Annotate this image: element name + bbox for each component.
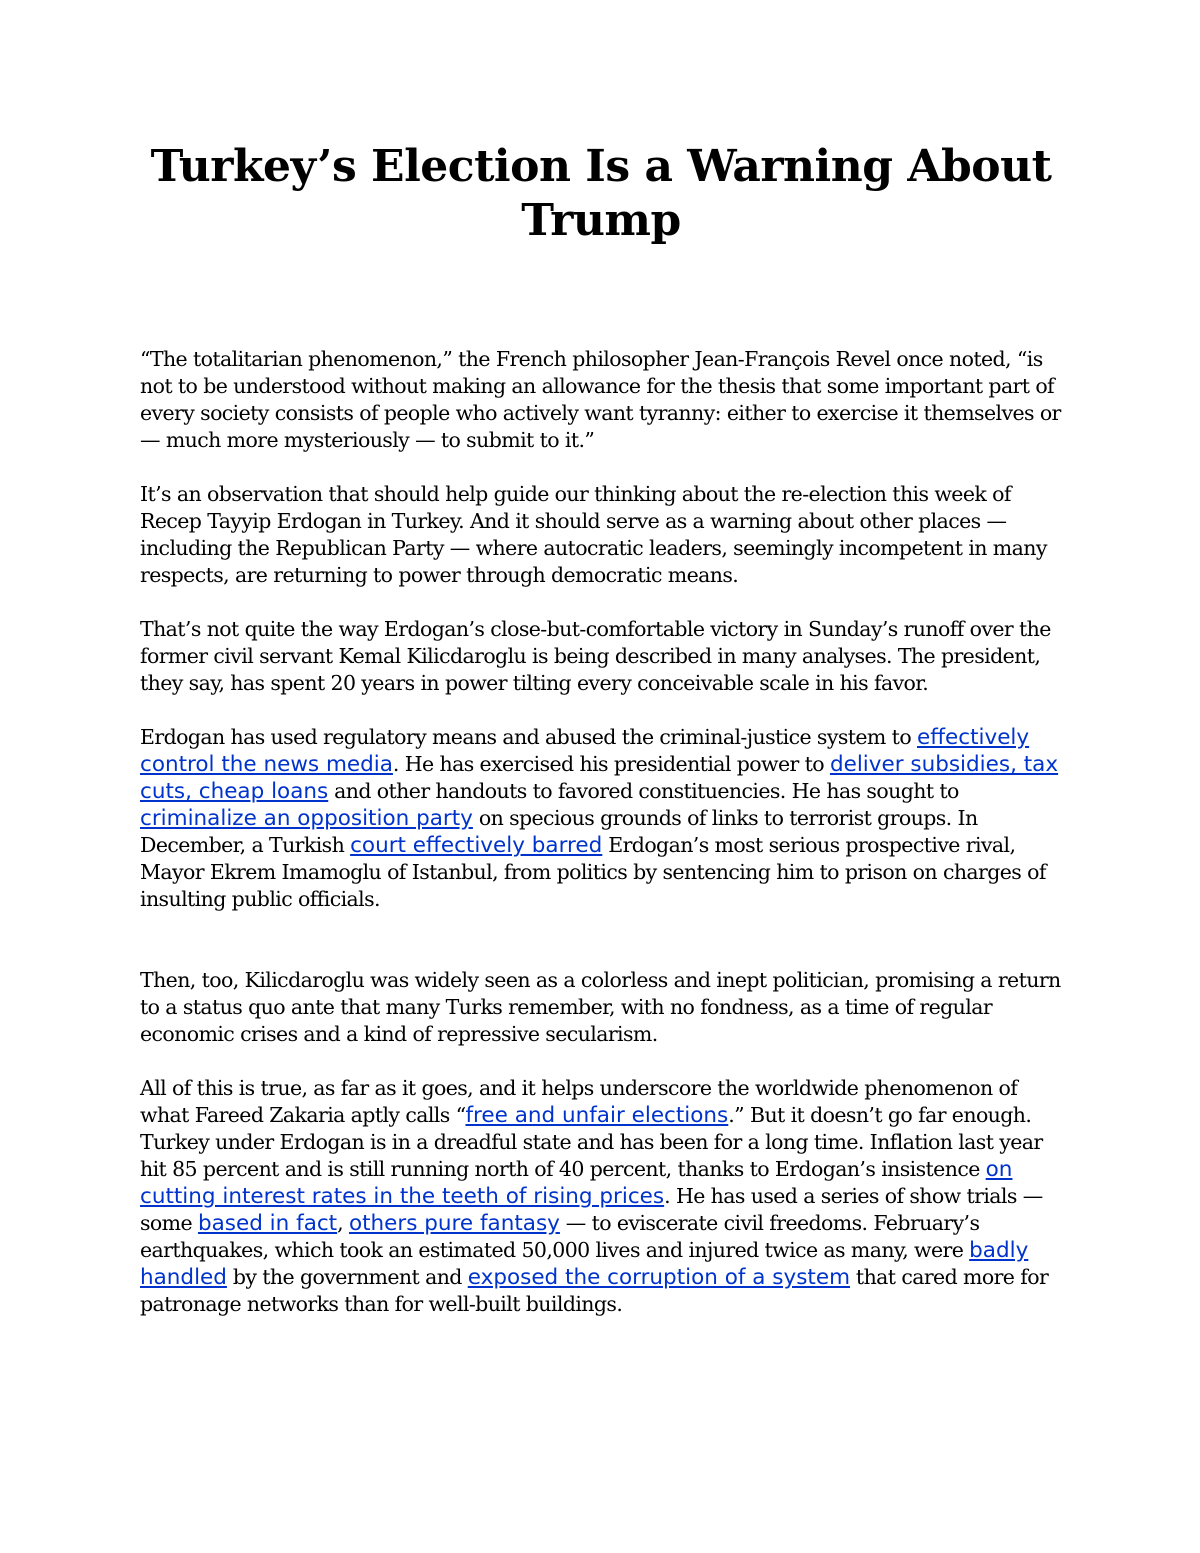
text-segment: , bbox=[337, 1211, 349, 1235]
text-segment: Turkey under Erdogan is in a dreadful state and has been for a long time. Inflation last year hit 85 percent and is still running north of 40 percent, thanks to Erdogan’s insistence bbox=[140, 1130, 1043, 1181]
text-segment: by the government and bbox=[226, 1265, 468, 1289]
text-segment: that cared more for patronage networks than for well-built buildings. bbox=[140, 1265, 1049, 1316]
paragraph-revel-quote: “The totalitarian phenomenon,” the French philosopher Jean-François Revel once noted, “is not to be understood without making an allowance for the thesis that some important part of every society consists of people who actively want tyranny: either to exercise it themselves or — much more mysteriously — to submit to it.” bbox=[140, 347, 1061, 452]
paragraph-runoff-analysis: That’s not quite the way Erdogan’s close-but-comfortable victory in Sunday’s runoff over the former civil servant Kemal Kilicdaroglu is being described in many analyses. The president, they say, has spent 20 years in power tilting every conceivable scale in his favor. bbox=[140, 617, 1051, 695]
paragraph-zakaria bbox=[140, 1075, 1062, 1129]
link-exposed-corruption[interactable]: exposed the corruption of a system bbox=[467, 1265, 851, 1290]
text-segment: . He has exercised his presidential power to bbox=[392, 752, 830, 776]
link-control-news-media[interactable]: effectively control the news media bbox=[140, 725, 1030, 777]
text-segment: . He has used a series of show trials — some bbox=[140, 1184, 1043, 1235]
link-criminalize-opposition[interactable]: criminalize an opposition party bbox=[140, 806, 473, 831]
link-based-in-fact[interactable]: based in fact bbox=[197, 1211, 338, 1236]
text-segment: Erdogan’s most serious prospective rival, Mayor Ekrem Imamoglu of Istanbul, from politics by sentencing him to prison on charges of insulting public officials. bbox=[140, 833, 1046, 911]
document-page bbox=[140, 140, 1062, 1318]
link-free-unfair-elections[interactable]: free and unfair elections bbox=[465, 1103, 729, 1128]
text-segment: All of this is true, as far as it goes, and it helps underscore the worldwide phenomenon of what Fareed Zakaria aptly calls “ bbox=[140, 1076, 1018, 1127]
paragraph-kilicdaroglu: Then, too, Kilicdaroglu was widely seen as a colorless and inept politician, promising a return to a status quo ante that many Turks remember, with no fondness, as a time of regular economic crises and a kind of repressive secularism. bbox=[140, 968, 1061, 1046]
link-deliver-subsidies[interactable]: deliver subsidies, tax cuts, cheap loans bbox=[140, 752, 1059, 804]
link-court-barred[interactable]: court effectively barred bbox=[350, 833, 603, 858]
link-others-pure-fantasy[interactable]: others pure fantasy bbox=[348, 1211, 560, 1236]
document-title: Turkey’s Election Is a Warning About Trump bbox=[150, 141, 1052, 246]
paragraph-erdogan-methods bbox=[140, 724, 1062, 913]
link-cutting-interest-rates[interactable]: on cutting interest rates in the teeth of rising prices bbox=[140, 1157, 1013, 1209]
text-segment: — to eviscerate civil freedoms. February’s earthquakes, which took an estimated 50,000 lives and injured twice as many, were bbox=[140, 1211, 980, 1262]
text-segment: on specious grounds of links to terrorist groups. In December, a Turkish bbox=[140, 806, 978, 857]
text-segment: .” But it doesn’t go far enough. bbox=[728, 1103, 1032, 1127]
link-badly-handled[interactable]: badly handled bbox=[140, 1238, 1029, 1290]
text-segment: Erdogan has used regulatory means and abused the criminal-justice system to bbox=[140, 725, 917, 749]
text-segment: and other handouts to favored constituencies. He has sought to bbox=[328, 779, 959, 803]
paragraph-turkey-state bbox=[140, 1129, 1062, 1318]
paragraph-observation: It’s an observation that should help guide our thinking about the re-election this week of Recep Tayyip Erdogan in Turkey. And it should serve as a warning about other places — including the Republican Party — where autocratic leaders, seemingly incompetent in many respects, are returning to power through democratic means. bbox=[140, 482, 1047, 587]
